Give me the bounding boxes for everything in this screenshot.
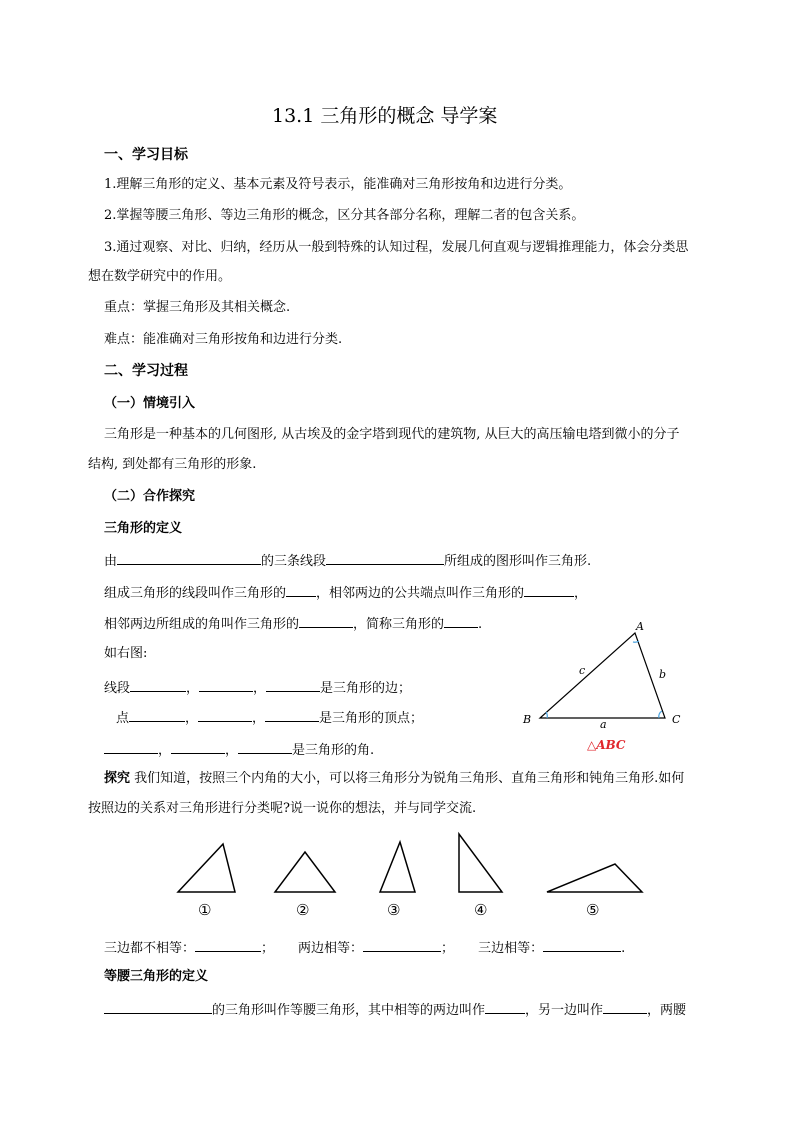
triangle-shape-1 [178, 844, 235, 892]
blank-field[interactable] [199, 677, 253, 692]
blank-field[interactable] [129, 707, 185, 722]
isosceles-definition-line [104, 999, 686, 1020]
vertex-b-label: B [523, 713, 532, 726]
triangle-abc-outline [540, 633, 665, 718]
iso-text-b: ，另一边叫作 [525, 1003, 604, 1018]
side-b-label: b [659, 668, 667, 681]
def1-text-b: 的三条线段 [261, 554, 327, 569]
separator: ； [441, 941, 455, 956]
blank-field[interactable] [299, 613, 353, 628]
blank-field[interactable] [326, 550, 444, 565]
def3-text-c: . [478, 617, 483, 632]
section-heading-goals: 一、学习目标 [104, 147, 188, 163]
blank-field[interactable] [266, 677, 320, 692]
angle-a-mark [633, 641, 639, 642]
explore-line2: 按照边的关系对三角形进行分类呢?说一说你的想法，并与同学交流. [88, 801, 477, 816]
blank-field[interactable] [524, 582, 574, 597]
see-figure-label: 如右图: [104, 646, 148, 661]
isosceles-label: 两边相等： [298, 941, 364, 956]
comma: ， [225, 743, 239, 758]
iso-text-a: 的三角形叫作等腰三角形，其中相等的两边叫作 [212, 1003, 486, 1018]
subheading-explore: （二）合作探究 [104, 489, 196, 504]
goal-3-line1: 3.通过观察、对比、归纳，经历从一般到特殊的认知过程，发展几何直观与逻辑推理能力，体会分类思 [104, 240, 689, 255]
blank-field[interactable] [104, 739, 158, 754]
comma: ， [158, 743, 172, 758]
blank-field[interactable] [117, 550, 261, 565]
triangle-abc-figure [515, 615, 695, 760]
def2-text-c: ， [574, 586, 588, 601]
blank-field[interactable] [363, 937, 441, 952]
blank-field[interactable] [238, 739, 292, 754]
comma: ， [186, 681, 200, 696]
shape-label-2: ② [296, 901, 310, 919]
definition-heading: 三角形的定义 [104, 521, 183, 536]
comma: ， [185, 711, 199, 726]
def2-text-b: ，相邻两边的公共端点叫作三角形的 [316, 586, 525, 601]
blank-field[interactable] [603, 999, 647, 1014]
blank-field[interactable] [104, 999, 212, 1014]
subheading-intro: （一）情境引入 [104, 396, 196, 411]
scalene-label: 三边都不相等： [104, 941, 196, 956]
comma: ， [252, 711, 266, 726]
triangle-shapes-row [170, 828, 660, 923]
blank-field[interactable] [130, 677, 186, 692]
triangle-shape-5 [547, 864, 642, 892]
point-label: 点 [116, 711, 130, 726]
side-c-label: c [579, 664, 586, 677]
def3-text-a: 相邻两边所组成的角叫作三角形的 [104, 617, 300, 632]
sides-end: 是三角形的边； [320, 681, 412, 696]
page-title: 13.1 三角形的概念 导学案 [272, 105, 498, 127]
explore-line1 [104, 770, 684, 788]
triangle-shape-2 [275, 852, 335, 892]
intro-line1: 三角形是一种基本的几何图形, 从古埃及的金字塔到现代的建筑物, 从巨大的高压输电塔到微小的分子 [104, 427, 680, 442]
shape-label-1: ① [198, 901, 212, 919]
definition-line3 [104, 613, 482, 634]
def1-text-a: 由 [104, 554, 118, 569]
difficult-point: 难点：能准确对三角形按角和边进行分类. [104, 332, 343, 347]
def3-text-b: ，简称三角形的 [353, 617, 445, 632]
key-point: 重点：掌握三角形及其相关概念. [104, 300, 291, 315]
goal-2: 2.掌握等腰三角形、等边三角形的概念，区分其各部分名称，理解二者的包含关系。 [104, 208, 585, 223]
triangle-caption: △ABC [587, 738, 626, 752]
triangle-shape-4 [459, 834, 502, 892]
intro-line2: 结构, 到处都有三角形的形象. [88, 457, 257, 472]
section-heading-process: 二、学习过程 [104, 363, 188, 379]
blank-field[interactable] [198, 707, 252, 722]
triangle-shape-3 [380, 842, 415, 892]
def1-text-c: 所组成的图形叫作三角形. [444, 554, 592, 569]
shape-label-3: ③ [387, 901, 401, 919]
equilateral-label: 三边相等： [478, 941, 544, 956]
blank-field[interactable] [485, 999, 525, 1014]
blank-field[interactable] [265, 707, 319, 722]
sides-line [104, 677, 411, 698]
vertex-c-label: C [672, 713, 681, 726]
angle-c-mark [659, 711, 662, 718]
blank-field[interactable] [286, 582, 316, 597]
vertices-line [116, 707, 423, 728]
explore-text: 我们知道，按照三个内角的大小，可以将三角形分为锐角三角形、直角三角形和钝角三角形.如何 [130, 771, 685, 786]
classification-line [104, 937, 625, 958]
explore-label: 探究 [104, 771, 131, 786]
iso-text-c: ，两腰 [647, 1003, 687, 1018]
angle-b-mark [546, 712, 547, 718]
segment-label: 线段 [104, 681, 131, 696]
blank-field[interactable] [195, 937, 261, 952]
blank-field[interactable] [171, 739, 225, 754]
isosceles-definition-heading: 等腰三角形的定义 [104, 969, 209, 984]
comma: ， [253, 681, 267, 696]
goal-1: 1.理解三角形的定义、基本元素及符号表示，能准确对三角形按角和边进行分类。 [104, 177, 572, 192]
vertices-end: 是三角形的顶点； [319, 711, 424, 726]
blank-field[interactable] [543, 937, 621, 952]
definition-line1 [104, 550, 591, 571]
side-a-label: a [600, 718, 607, 731]
definition-line2 [104, 582, 587, 603]
vertex-a-label: A [636, 620, 644, 633]
shape-label-5: ⑤ [586, 901, 600, 919]
angles-line [104, 739, 374, 760]
def2-text-a: 组成三角形的线段叫作三角形的 [104, 586, 287, 601]
end-period: . [621, 941, 626, 956]
shape-label-4: ④ [474, 901, 488, 919]
angles-end: 是三角形的角. [292, 743, 375, 758]
separator: ； [261, 941, 275, 956]
blank-field[interactable] [444, 613, 478, 628]
goal-3-line2: 想在数学研究中的作用。 [88, 269, 232, 284]
